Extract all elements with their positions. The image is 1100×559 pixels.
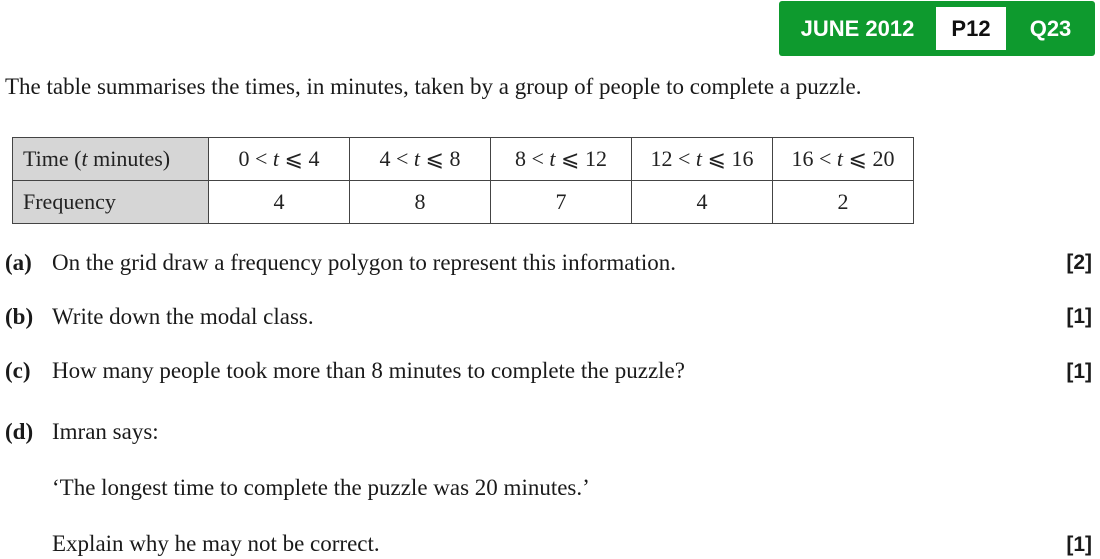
time-row [13, 138, 914, 181]
part-a-label: (a) [5, 250, 32, 275]
part-d-text: Imran says: [52, 419, 159, 444]
part-d-explain: Explain why he may not be correct. [52, 531, 380, 556]
part-b-text: Write down the modal class. [52, 304, 314, 329]
part-c-text: How many people took more than 8 minutes to complete the puzzle? [52, 358, 685, 383]
question-reference-badge [779, 1, 1095, 56]
part-d-label: (d) [5, 419, 34, 444]
frequency-table [12, 137, 914, 224]
class-interval: 16 < t ⩽ 20 [773, 138, 914, 181]
question-intro: The table summarises the times, in minutes, taken by a group of people to complete a puzzle. [5, 74, 862, 99]
part-b-marks: [1] [1066, 305, 1092, 328]
class-interval: 8 < t ⩽ 12 [491, 138, 632, 181]
frequency-row-header: Frequency [13, 181, 209, 224]
time-row-header: Time (t minutes) [13, 138, 209, 181]
part-c-marks: [1] [1066, 360, 1092, 383]
part-b-label: (b) [5, 304, 34, 329]
frequency-value: 4 [632, 181, 773, 224]
part-c-label: (c) [5, 358, 31, 383]
class-interval: 12 < t ⩽ 16 [632, 138, 773, 181]
part-a-marks: [2] [1066, 251, 1092, 274]
paper-number: P12 [936, 7, 1006, 50]
class-interval: 4 < t ⩽ 8 [350, 138, 491, 181]
frequency-value: 8 [350, 181, 491, 224]
class-interval: 0 < t ⩽ 4 [209, 138, 350, 181]
frequency-value: 7 [491, 181, 632, 224]
exam-date: JUNE 2012 [800, 16, 915, 41]
question-number: Q23 [1029, 16, 1072, 41]
part-d-marks: [1] [1066, 533, 1092, 556]
frequency-value: 2 [773, 181, 914, 224]
frequency-value: 4 [209, 181, 350, 224]
part-d-quote: ‘The longest time to complete the puzzle was 20 minutes.’ [52, 475, 590, 500]
frequency-row [13, 181, 914, 224]
part-a-text: On the grid draw a frequency polygon to represent this information. [52, 250, 677, 275]
